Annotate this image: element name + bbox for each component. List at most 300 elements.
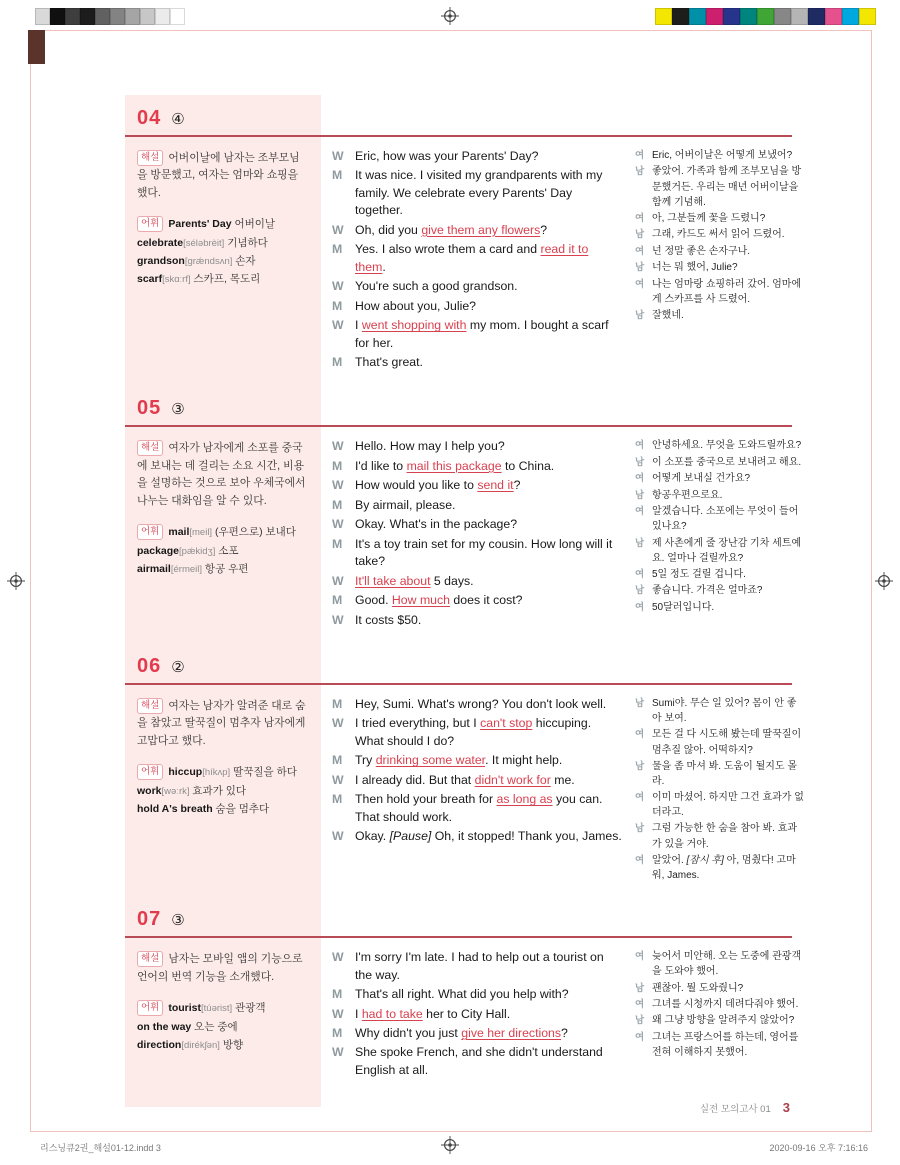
calibration-swatch	[655, 8, 672, 25]
dialogue-line	[332, 167, 622, 219]
explanation-paragraph	[137, 951, 309, 986]
text-segment: Try	[355, 753, 376, 768]
vocab-entry	[137, 234, 309, 252]
dialogue-line	[332, 354, 622, 371]
dialogue-line	[332, 828, 622, 845]
translation-text	[652, 1013, 805, 1028]
vocab-word: on the way	[137, 1020, 192, 1033]
translation-line	[635, 164, 805, 210]
dialogue-line	[332, 1025, 622, 1042]
translation-line	[635, 1030, 805, 1060]
translation-text	[652, 308, 805, 323]
translation-line	[635, 536, 805, 566]
translation-line	[635, 1013, 805, 1028]
text-segment: I'm sorry I'm late. I had to help out a tourist on the way.	[355, 950, 604, 982]
vocab-meaning: 오는 중에	[191, 1020, 238, 1033]
text-segment: It costs $50.	[355, 612, 422, 627]
vocab-pronunciation: [dirékʃən]	[181, 1039, 220, 1051]
translation-text	[652, 438, 805, 453]
text-segment: 그럼 가능한 한 숨을 참아 봐. 효과가 있을 거야.	[652, 823, 798, 850]
speaker-label: W	[332, 222, 344, 237]
dialogue-line	[332, 317, 622, 352]
translation-speaker-label: 남	[635, 585, 645, 597]
translation-line	[635, 949, 805, 979]
translation-line	[635, 148, 805, 163]
dialogue-text	[355, 772, 622, 789]
text-segment: ?	[513, 478, 521, 493]
calibration-swatch	[95, 8, 110, 25]
speaker-label: W	[332, 439, 344, 454]
speaker-label: W	[332, 517, 344, 532]
text-segment: Oh, it stopped! Thank you, James.	[431, 829, 622, 844]
speaker-label: W	[332, 149, 344, 163]
vocabulary-block	[137, 215, 309, 288]
vocab-entry	[137, 1036, 309, 1054]
text-segment: She spoke French, and she didn't understand English at all.	[355, 1045, 603, 1077]
dialogue-text	[355, 1025, 622, 1042]
calibration-swatch	[110, 8, 125, 25]
speaker-label: M	[332, 593, 343, 608]
speaker-label: W	[332, 318, 344, 333]
text-segment: Good.	[355, 593, 392, 608]
vocab-word: scarf	[137, 273, 163, 286]
dialogue-text	[355, 477, 622, 494]
translation-text	[652, 997, 805, 1012]
vocabulary-badge: 어휘	[137, 764, 163, 780]
translation-speaker-label: 여	[635, 506, 645, 518]
translation-line	[635, 600, 805, 615]
translation-line	[635, 488, 805, 503]
text-segment: That's great.	[355, 354, 423, 369]
calibration-swatch	[774, 8, 791, 25]
vocab-meaning: 항공 우편	[202, 563, 249, 576]
dialogue-line	[332, 458, 622, 475]
text-segment: Hello. How may I help you?	[355, 439, 505, 454]
text-segment: Okay. What's in the package?	[355, 517, 518, 532]
explanation-text: 남자는 모바일 앱의 기능으로 언어의 번역 기능을 소개했다.	[137, 953, 303, 983]
calibration-swatch	[740, 8, 757, 25]
underlined-phrase: can't stop	[480, 716, 533, 731]
dialogue-line	[332, 278, 622, 295]
vocab-word: mail	[168, 526, 190, 539]
question-section	[125, 95, 802, 373]
translation-text	[652, 981, 805, 996]
underlined-phrase: give them any flowers	[421, 222, 541, 237]
speaker-label: W	[332, 716, 344, 731]
text-segment: ?	[540, 222, 548, 237]
text-segment: 5일 정도 걸릴 겁니다.	[652, 568, 746, 580]
vocab-meaning: 숨을 멈추다	[212, 803, 270, 816]
calibration-swatch	[825, 8, 842, 25]
dialogue-line	[332, 986, 622, 1003]
print-slug-filename: 리스닝큐2권_해설01-12.indd 3	[40, 1143, 161, 1153]
vocab-meaning: 방향	[219, 1038, 244, 1051]
vocab-word: celebrate	[137, 236, 184, 249]
text-segment: 그녀를 시청까지 데려다줘야 했어.	[652, 999, 799, 1011]
question-section	[125, 643, 804, 884]
registration-mark	[441, 7, 459, 25]
translation-text	[652, 244, 805, 259]
speaker-label: M	[332, 242, 343, 257]
translation-text	[652, 759, 805, 789]
vocab-pronunciation: [grǽndsʌn]	[184, 255, 233, 267]
translation-speaker-label: 남	[635, 310, 645, 322]
dialogue-text	[355, 573, 622, 590]
vocab-meaning: 스카프, 목도리	[190, 273, 261, 286]
sections-container	[125, 95, 804, 1081]
speaker-label: W	[332, 772, 344, 787]
text-segment: 제 사촌에게 줄 장난감 기차 세트예요. 얼마나 걸릴까요?	[652, 537, 802, 564]
dialogue-line	[332, 516, 622, 533]
dialogue-text	[355, 752, 622, 769]
dialogue-text	[355, 317, 622, 352]
vocab-word: hiccup	[168, 766, 203, 779]
translation-line	[635, 438, 805, 453]
dialogue-column	[332, 696, 622, 884]
dialogue-line	[332, 438, 622, 455]
translation-line	[635, 727, 805, 757]
translation-text	[652, 260, 805, 275]
translation-speaker-label: 남	[635, 982, 645, 994]
translation-text	[652, 790, 805, 820]
dialogue-text	[355, 241, 622, 276]
translation-line	[635, 583, 805, 598]
translation-column	[635, 148, 805, 373]
translation-column	[635, 438, 805, 631]
speaker-label: W	[332, 1045, 344, 1060]
speaker-label: M	[332, 792, 343, 807]
calibration-swatch	[757, 8, 774, 25]
vocabulary-block	[137, 999, 309, 1054]
underlined-phrase: give her directions	[461, 1026, 562, 1041]
text-segment: 너는 뭐 했어, Julie?	[652, 262, 738, 274]
translation-line	[635, 504, 805, 534]
registration-mark	[875, 572, 893, 590]
vocab-entry	[137, 523, 309, 541]
translation-text	[652, 148, 805, 163]
print-slug-datetime: 2020-09-16 오후 7:16:16	[769, 1143, 868, 1153]
vocab-pronunciation: [skɑːrf]	[162, 274, 191, 286]
text-segment: 5 days.	[430, 573, 474, 588]
text-segment: to China.	[501, 458, 555, 473]
vocabulary-badge: 어휘	[137, 524, 163, 540]
text-segment: 늦어서 미안해. 오는 도중에 관광객을 도와야 했어.	[652, 951, 802, 978]
underlined-phrase: How much	[391, 593, 451, 608]
section-body	[125, 427, 802, 631]
vocab-meaning: 딸꾹질을 하다	[230, 766, 297, 779]
text-segment: 안녕하세요. 무엇을 도와드릴까요?	[652, 440, 802, 452]
speaker-label: W	[332, 950, 344, 965]
translation-text	[652, 853, 805, 883]
section-header	[125, 896, 792, 931]
translation-speaker-label: 여	[635, 213, 645, 224]
translation-speaker-label: 남	[635, 229, 645, 241]
vocab-pronunciation: [séləbrèit]	[183, 237, 225, 249]
text-segment: Then hold your breath for	[355, 792, 497, 807]
calibration-swatch	[170, 8, 185, 25]
translation-line	[635, 759, 805, 789]
translation-text	[652, 164, 805, 210]
explanation-badge: 해설	[137, 698, 163, 714]
translation-speaker-label: 여	[635, 854, 645, 866]
vocab-entry	[137, 763, 309, 781]
underlined-phrase: send it	[477, 478, 514, 493]
text-segment: 알았어.	[652, 854, 687, 866]
calibration-swatch	[808, 8, 825, 25]
translation-text	[652, 277, 805, 307]
footer-page-number: 3	[782, 1100, 790, 1116]
translation-speaker-label: 여	[635, 473, 645, 485]
vocab-pronunciation: [pǽkidʒ]	[179, 545, 216, 557]
speaker-label: M	[332, 696, 343, 711]
vocabulary-block	[137, 763, 309, 818]
dialogue-line	[332, 477, 622, 494]
underlined-phrase: It'll take about	[355, 573, 431, 588]
text-segment: 물을 좀 마셔 봐. 도움이 될지도 몰라.	[652, 760, 798, 787]
text-segment: 이미 마셨어. 하지만 그건 효과가 없더라고.	[652, 792, 804, 819]
vocab-meaning: 기념하다	[224, 236, 268, 249]
text-segment: Sumi야. 무슨 일 있어? 몸이 안 좋아 보여.	[652, 697, 797, 725]
text-segment: 그래, 카드도 써서 읽어 드렸어.	[652, 229, 785, 241]
dialogue-text	[355, 516, 622, 533]
calibration-swatch	[125, 8, 140, 25]
explanation-text: 여자는 남자가 알려준 대로 숨을 참았고 딸꾹질이 멈추자 남자에게 고맙다고 했다.	[137, 699, 306, 747]
translation-line	[635, 308, 805, 323]
speaker-label: M	[332, 987, 343, 1002]
translation-line	[635, 260, 805, 275]
section-number: 04	[137, 107, 162, 129]
text-segment: 그녀는 프랑스어를 하는데, 영어를 전혀 이해하지 못했어.	[652, 1031, 799, 1059]
calibration-swatch	[35, 8, 50, 25]
calibration-swatch	[140, 8, 155, 25]
translation-line	[635, 567, 805, 582]
text-segment: [Pause]	[389, 829, 432, 844]
text-segment: . It might help.	[485, 753, 563, 768]
translation-line	[635, 821, 805, 851]
translation-text	[652, 471, 805, 486]
explanation-text: 어버이날에 남자는 조부모님을 방문했고, 여자는 엄마와 쇼핑을 했다.	[137, 152, 300, 199]
vocab-meaning: 손자	[232, 254, 256, 267]
vocab-entry	[137, 999, 309, 1017]
translation-speaker-label: 남	[635, 697, 645, 709]
translation-text	[652, 488, 805, 503]
dialogue-line	[332, 298, 622, 315]
text-segment: 50달러입니다.	[652, 601, 715, 613]
translation-speaker-label: 여	[635, 1031, 645, 1043]
translation-column	[635, 949, 805, 1081]
calibration-swatch	[859, 8, 876, 25]
translation-speaker-label: 여	[635, 245, 645, 257]
vocab-pronunciation: [híkʌp]	[202, 767, 231, 779]
text-segment: my mom. I bought a scarf for her.	[355, 318, 609, 350]
speaker-label: M	[332, 497, 343, 512]
text-segment: You're such a good grandson.	[355, 279, 518, 294]
text-segment: Hey, Sumi. What's wrong? You don't look well.	[355, 696, 607, 711]
translation-text	[652, 696, 805, 726]
section-header	[125, 95, 792, 130]
dialogue-line	[332, 497, 622, 514]
calibration-swatch	[842, 8, 859, 25]
registration-mark	[7, 572, 25, 590]
vocab-entry	[137, 215, 309, 233]
translation-line	[635, 696, 805, 726]
underlined-phrase: didn't work for	[474, 772, 551, 787]
dialogue-text	[355, 612, 622, 629]
underlined-phrase: as long as	[496, 792, 553, 807]
section-answer: ④	[171, 111, 185, 128]
dialogue-line	[332, 612, 622, 629]
calibration-swatch	[80, 8, 95, 25]
calibration-swatch	[791, 8, 808, 25]
text-segment: Eric, how was your Parents' Day?	[355, 149, 539, 163]
text-segment: I	[355, 318, 362, 333]
section-header	[125, 643, 792, 678]
text-segment: .	[382, 259, 386, 274]
translation-speaker-label: 남	[635, 1015, 645, 1027]
text-segment: 이 소포를 중국으로 보내려고 해요.	[652, 456, 802, 468]
speaker-label: M	[332, 1026, 343, 1041]
vocabulary-badge: 어휘	[137, 1000, 163, 1016]
speaker-label: W	[332, 1006, 344, 1021]
dialogue-line	[332, 752, 622, 769]
vocab-entry	[137, 542, 309, 560]
vocab-word: work	[137, 784, 162, 797]
dialogue-line	[332, 222, 622, 239]
text-segment: you can. That should work.	[355, 792, 603, 824]
dialogue-column	[332, 949, 622, 1081]
vocab-entry	[137, 1018, 309, 1036]
translation-speaker-label: 여	[635, 792, 645, 804]
text-segment: How would you like to	[355, 478, 478, 493]
translation-speaker-label: 여	[635, 278, 645, 290]
calibration-swatch	[689, 8, 706, 25]
translation-text	[652, 504, 805, 534]
text-segment: 좋았어. 가족과 함께 조부모님을 방문했거든. 우리는 매년 어버이날을 함께 기념해.	[652, 166, 802, 208]
underlined-phrase: had to take	[361, 1006, 423, 1021]
question-section	[125, 385, 802, 631]
dialogue-text	[355, 1044, 622, 1079]
underlined-phrase: drinking some water	[375, 753, 486, 768]
grayscale-calibration-bar	[35, 8, 185, 25]
translation-line	[635, 227, 805, 242]
speaker-label: W	[332, 612, 344, 627]
dialogue-line	[332, 536, 622, 571]
text-segment: 항공우편으로요.	[652, 489, 723, 501]
speaker-label: W	[332, 279, 344, 294]
vocab-pronunciation: [túərist]	[201, 1003, 233, 1015]
vocabulary-block	[137, 523, 309, 578]
speaker-label: M	[332, 354, 343, 369]
text-segment: Oh, did you	[355, 222, 422, 237]
page-footer	[125, 1099, 792, 1117]
text-segment: ?	[561, 1026, 568, 1041]
dialogue-line	[332, 573, 622, 590]
text-segment: By airmail, please.	[355, 497, 456, 512]
dialogue-line	[332, 1006, 622, 1023]
dialogue-line	[332, 696, 622, 713]
text-segment: 나는 엄마랑 쇼핑하러 갔어. 엄마에게 스카프를 사 드렸어.	[652, 278, 802, 305]
footer-section-label: 실전 모의고사 01	[699, 1104, 771, 1116]
explanation-badge: 해설	[137, 951, 163, 967]
vocab-entry	[137, 252, 309, 270]
text-segment: It's a toy train set for my cousin. How long will it take?	[355, 536, 613, 569]
text-segment: 모든 걸 다 시도해 봤는데 딸꾹질이 멈추질 않아. 어떡하지?	[652, 729, 802, 756]
text-segment: [잠시 후]	[686, 854, 724, 866]
section-header	[125, 385, 792, 420]
speaker-label: M	[332, 168, 343, 183]
content-area	[125, 95, 804, 1117]
calibration-swatch	[706, 8, 723, 25]
dialogue-column	[332, 438, 622, 631]
explanation-column	[125, 148, 321, 373]
calibration-swatch	[65, 8, 80, 25]
explanation-paragraph	[137, 698, 309, 750]
vocab-meaning: 소포	[215, 544, 239, 557]
translation-speaker-label: 여	[635, 440, 645, 452]
translation-speaker-label: 남	[635, 262, 645, 274]
text-segment: 어떻게 보내실 건가요?	[652, 473, 751, 485]
section-answer: ②	[171, 658, 185, 676]
text-segment: 왜 그냥 방향을 알려주지 않았어?	[652, 1015, 795, 1027]
text-segment: does it cost?	[450, 593, 523, 608]
translation-speaker-label: 여	[635, 150, 645, 161]
speaker-label: M	[332, 536, 343, 551]
translation-speaker-label: 남	[635, 823, 645, 835]
translation-speaker-label: 여	[635, 568, 645, 580]
dialogue-text	[355, 986, 622, 1003]
vocab-word: package	[137, 544, 180, 557]
translation-speaker-label: 여	[635, 729, 645, 741]
dialogue-line	[332, 949, 622, 984]
section-number: 05	[137, 397, 162, 420]
dialogue-text	[355, 458, 622, 475]
dialogue-line	[332, 148, 622, 165]
dialogue-text	[355, 167, 622, 219]
section-body	[125, 938, 802, 1081]
vocab-word: direction	[137, 1038, 182, 1051]
vocab-entry	[137, 782, 309, 800]
vocab-word: tourist	[168, 1002, 202, 1015]
dialogue-text	[355, 949, 622, 984]
explanation-column	[125, 696, 321, 884]
speaker-label: W	[332, 573, 344, 588]
text-segment: 아, 그분들께 꽃을 드렸니?	[652, 213, 766, 224]
underlined-phrase: went shopping with	[361, 318, 467, 333]
explanation-paragraph	[137, 150, 309, 202]
vocab-meaning: 효과가 있다	[189, 784, 247, 797]
section-body	[125, 685, 804, 884]
dialogue-text	[355, 536, 622, 571]
text-segment: It was nice. I visited my grandparents with my family. We celebrate every Parents' Day together.	[355, 168, 603, 218]
dialogue-text	[355, 222, 622, 239]
vocab-word: Parents' Day	[168, 218, 232, 231]
translation-column	[635, 696, 805, 884]
translation-line	[635, 277, 805, 307]
section-answer: ③	[171, 401, 185, 419]
text-segment: hiccuping. What should I do?	[355, 716, 592, 748]
text-segment: How about you, Julie?	[355, 298, 476, 313]
speaker-label: M	[332, 298, 343, 313]
vocab-pronunciation: [meil]	[189, 527, 213, 539]
translation-line	[635, 981, 805, 996]
dialogue-text	[355, 1006, 622, 1023]
text-segment: I tried everything, but I	[355, 716, 481, 731]
vocab-meaning: 관광객	[232, 1002, 266, 1015]
translation-speaker-label: 여	[635, 601, 645, 613]
calibration-swatch	[672, 8, 689, 25]
text-segment: That's all right. What did you help with?	[355, 987, 569, 1002]
text-segment: Why didn't you just	[355, 1026, 462, 1041]
